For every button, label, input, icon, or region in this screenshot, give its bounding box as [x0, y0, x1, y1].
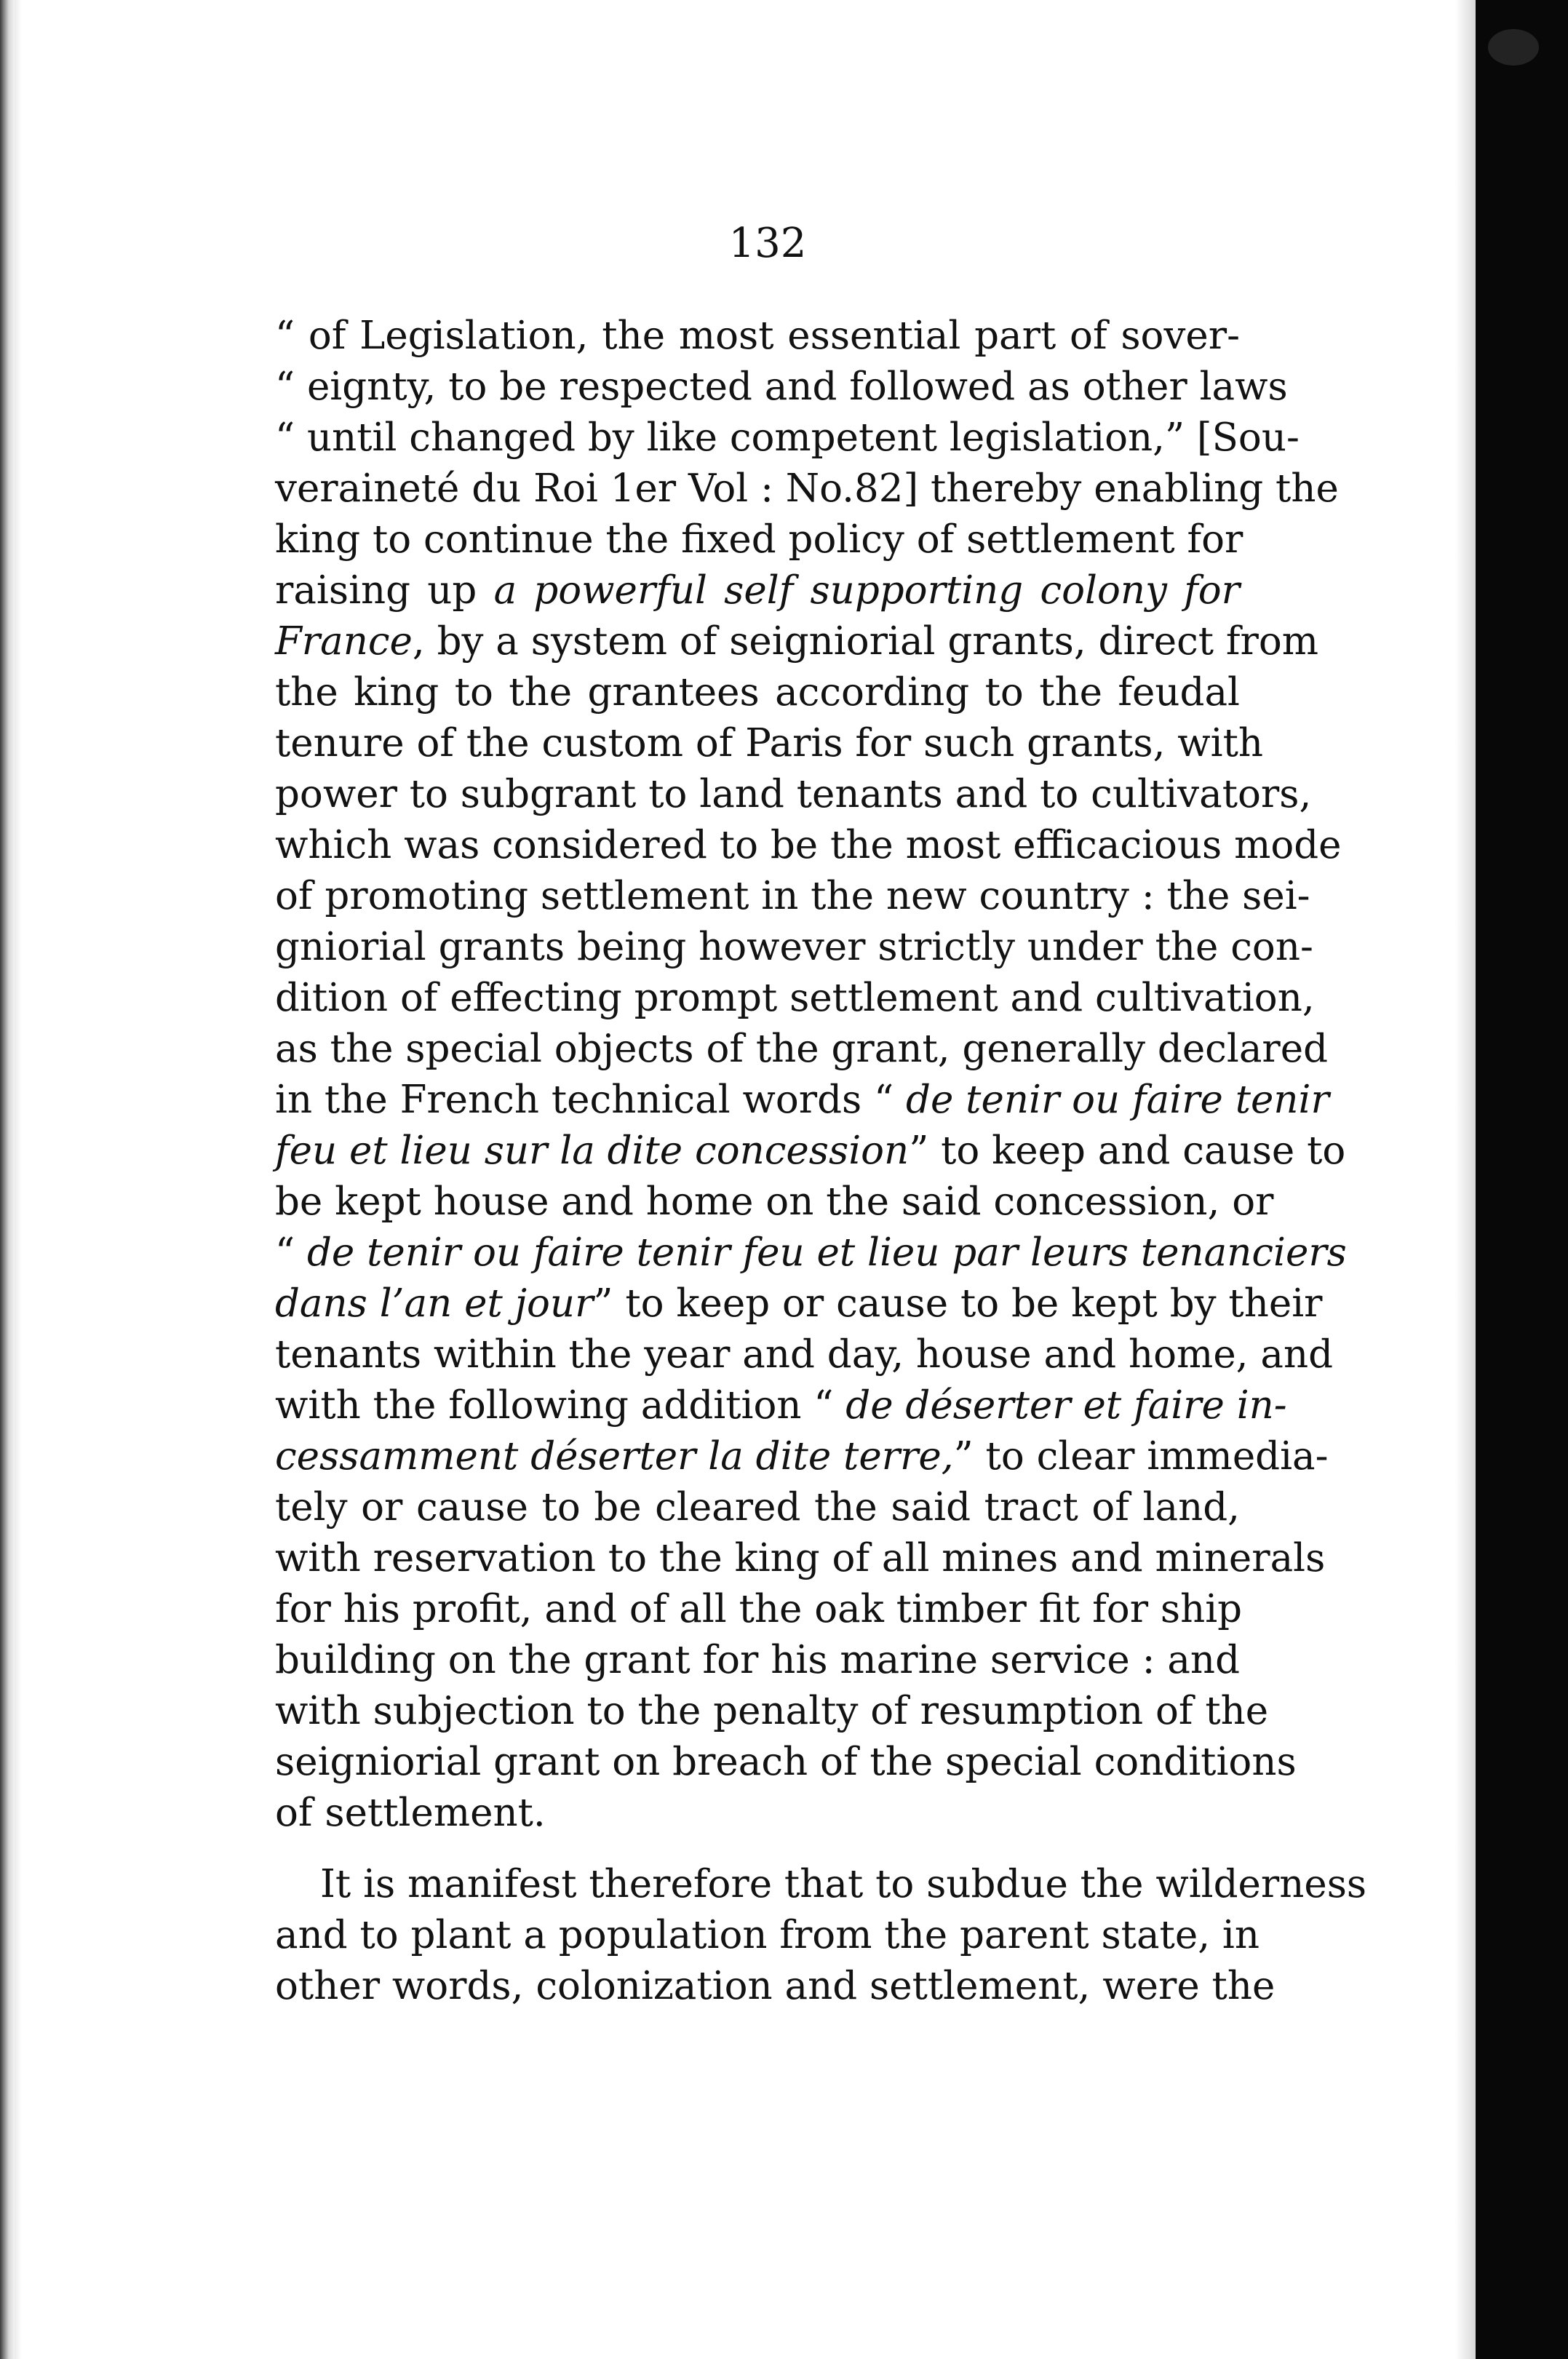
- paragraph-first-line: It is manifest therefore that to subdue the wilderness: [320, 1862, 1367, 1906]
- text-line: as the special objects of the grant, generally declared: [275, 1027, 1329, 1071]
- text-line: “ de tenir ou faire tenir feu et lieu par leurs tenanciers: [275, 1230, 1347, 1275]
- text-line: seigniorial grant on breach of the special conditions: [275, 1740, 1297, 1784]
- text-line: gniorial grants being however strictly under the con-: [275, 925, 1313, 969]
- scan-artifact: [1488, 29, 1539, 65]
- text-line: building on the grant for his marine service : and: [275, 1638, 1240, 1682]
- text-line: cessamment déserter la dite terre,” to clear immedia-: [275, 1434, 1329, 1479]
- text-line: veraineté du Roi 1er Vol : No.82] thereby enabling the: [275, 466, 1339, 511]
- text-line: of promoting settlement in the new country : the sei-: [275, 874, 1310, 918]
- text-line: France, by a system of seigniorial grants, direct from: [275, 619, 1319, 664]
- text-line: tely or cause to be cleared the said tract of land,: [275, 1485, 1240, 1529]
- text-line: “ of Legislation, the most essential part of sover-: [275, 314, 1240, 358]
- text-line: the king to the grantees according to the feudal: [275, 670, 1240, 715]
- text-line: “ eignty, to be respected and followed as other laws: [275, 365, 1288, 409]
- text-line: raising up a powerful self supporting colony for: [275, 568, 1241, 613]
- text-line: tenure of the custom of Paris for such grants, with: [275, 721, 1264, 765]
- text-line: king to continue the fixed policy of settlement for: [275, 517, 1243, 562]
- text-line: for his profit, and of all the oak timber fit for ship: [275, 1587, 1243, 1631]
- page-number: 132: [728, 220, 807, 267]
- text-line: dition of effecting prompt settlement and cultivation,: [275, 976, 1315, 1020]
- text-line: and to plant a population from the parent state, in: [275, 1913, 1260, 1957]
- text-line: power to subgrant to land tenants and to cultivators,: [275, 772, 1312, 816]
- page-gutter: [15, 0, 22, 2359]
- text-line: in the French technical words “ de tenir ou faire tenir: [275, 1078, 1329, 1122]
- text-line: with the following addition “ de déserter et faire in-: [275, 1383, 1287, 1428]
- text-line: which was considered to be the most efficacious mode: [275, 823, 1342, 867]
- text-line: of settlement.: [275, 1791, 546, 1835]
- text-line: other words, colonization and settlement, were the: [275, 1964, 1276, 2008]
- text-line: with subjection to the penalty of resumption of the: [275, 1689, 1269, 1733]
- text-line: dans l’an et jour” to keep or cause to be kept by their: [275, 1281, 1323, 1326]
- page-left-edge-shadow: [0, 0, 15, 2359]
- text-line: tenants within the year and day, house and home, and: [275, 1332, 1334, 1377]
- text-line: be kept house and home on the said concession, or: [275, 1180, 1274, 1224]
- page-right-border: [1476, 0, 1568, 2359]
- text-line: feu et lieu sur la dite concession” to keep and cause to: [275, 1129, 1346, 1173]
- page-right-shade: [1455, 0, 1476, 2359]
- text-line: with reservation to the king of all mines and minerals: [275, 1536, 1326, 1580]
- text-line: “ until changed by like competent legislation,” [Sou-: [275, 415, 1300, 460]
